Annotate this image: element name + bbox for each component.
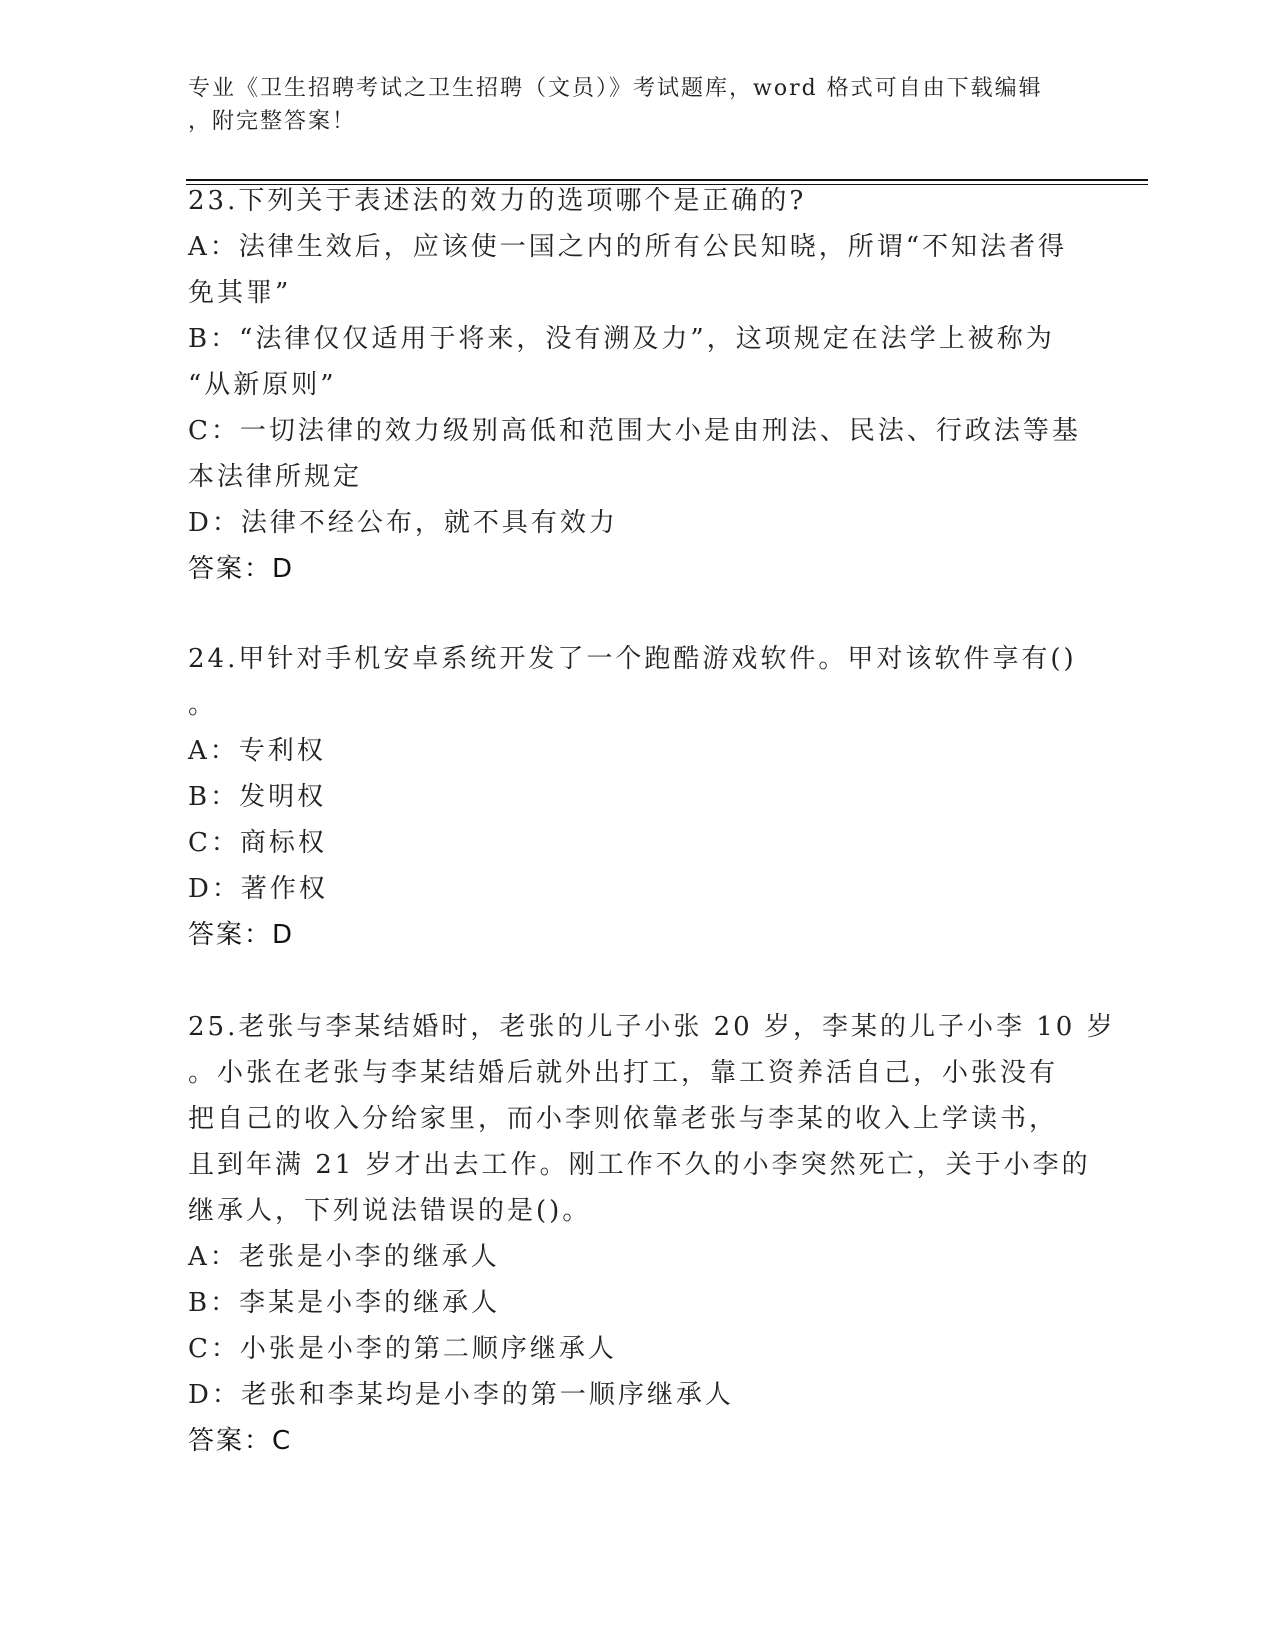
option-a-cont: 免其罪” [188, 278, 292, 308]
question-stem: 25.老张与李某结婚时，老张的儿子小张 20 岁，李某的儿子小李 10 岁 [188, 1012, 1116, 1042]
option-c: C：商标权 [188, 828, 327, 858]
option-b: B：发明权 [188, 782, 327, 812]
header-line-1: 专业《卫生招聘考试之卫生招聘（文员）》考试题库，word 格式可自由下载编辑 [188, 76, 1043, 101]
option-d: D：著作权 [188, 874, 328, 904]
page-header [188, 72, 1088, 138]
option-c: C：小张是小李的第二顺序继承人 [188, 1334, 617, 1364]
question-stem-cont: 把自己的收入分给家里，而小李则依靠老张与李某的收入上学读书， [188, 1104, 1059, 1134]
question-stem-cont: 且到年满 21 岁才出去工作。刚工作不久的小李突然死亡，关于小李的 [188, 1150, 1091, 1180]
question-stem-cont: 继承人，下列说法错误的是()。 [188, 1196, 592, 1226]
question-stem-cont: 。 [188, 690, 218, 720]
question-stem: 24.甲针对手机安卓系统开发了一个跑酷游戏软件。甲对该软件享有() [188, 644, 1077, 674]
option-d: D：老张和李某均是小李的第一顺序继承人 [188, 1380, 734, 1410]
option-a: A：专利权 [188, 736, 326, 766]
answer: 答案：D [188, 554, 295, 584]
question-24 [188, 636, 1088, 958]
option-d: D：法律不经公布，就不具有效力 [188, 508, 618, 538]
option-a: A：法律生效后，应该使一国之内的所有公民知晓，所谓“不知法者得 [188, 232, 1068, 262]
option-b: B：“法律仅仅适用于将来，没有溯及力”，这项规定在法学上被称为 [188, 324, 1055, 354]
answer: 答案：D [188, 920, 295, 950]
option-b: B：李某是小李的继承人 [188, 1288, 501, 1318]
question-25 [188, 1004, 1116, 1464]
option-b-cont: “从新原则” [188, 370, 337, 400]
answer: 答案：C [188, 1426, 293, 1456]
question-23 [188, 178, 1088, 592]
option-c: C：一切法律的效力级别高低和范围大小是由刑法、民法、行政法等基 [188, 416, 1081, 446]
option-c-cont: 本法律所规定 [188, 462, 363, 492]
question-stem-cont: 。小张在老张与李某结婚后就外出打工，靠工资养活自己，小张没有 [188, 1058, 1059, 1088]
header-line-2: ，附完整答案！ [188, 109, 357, 134]
option-a: A：老张是小李的继承人 [188, 1242, 500, 1272]
question-stem: 23.下列关于表述法的效力的选项哪个是正确的? [188, 186, 807, 216]
